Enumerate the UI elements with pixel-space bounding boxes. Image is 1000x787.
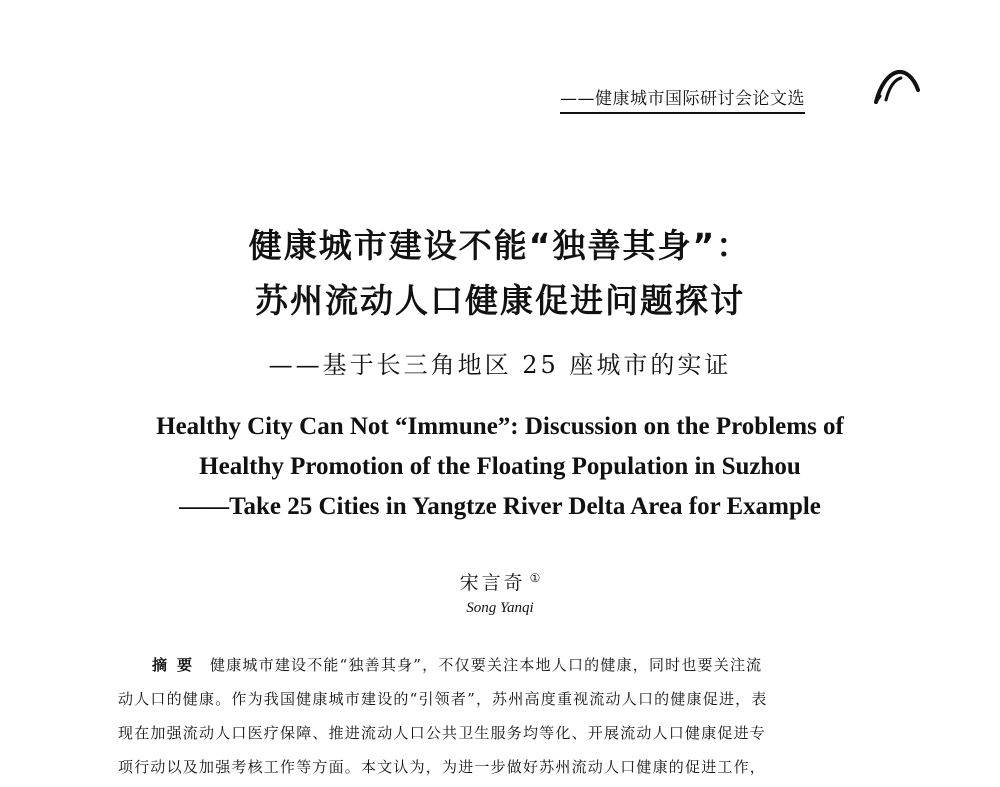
author-chinese-name: [0, 568, 1000, 595]
author-name-zh: 宋言奇: [459, 572, 526, 594]
author-footnote-mark[interactable]: ①: [529, 570, 541, 585]
chinese-title-line-1: 健康城市建设不能“独善其身”：: [248, 226, 752, 265]
abstract-text-1: 健康城市建设不能“独善其身”，不仅要关注本地人口的健康，同时也要关注流: [210, 656, 763, 674]
abstract-label: 摘要: [152, 656, 203, 674]
author-english-name: Song Yanqi: [466, 600, 534, 616]
abstract-line-4: 项行动以及加强考核工作等方面。本文认为，为进一步做好苏州流动人口健康的促进工作，: [118, 758, 767, 776]
chinese-subtitle: ——基于长三角地区 25 座城市的实证: [268, 351, 732, 379]
running-header: ——健康城市国际研讨会论文选: [560, 84, 805, 114]
abstract-line-2: 动人口的健康。作为我国健康城市建设的“引领者”，苏州高度重视流动人口的健康促进，表: [118, 690, 768, 708]
english-title-line-3: ——Take 25 Cities in Yangtze River Delta Area for Example: [179, 493, 821, 520]
abstract-line-1: [152, 654, 888, 675]
publisher-logo-icon: [872, 66, 922, 106]
chinese-title-line-2: 苏州流动人口健康促进问题探讨: [255, 281, 745, 320]
english-title-line-1: Healthy City Can Not “Immune”: Discussion on the Problems of: [156, 413, 844, 440]
english-title-line-2: Healthy Promotion of the Floating Population in Suzhou: [199, 453, 801, 480]
abstract-line-3: 现在加强流动人口医疗保障、推进流动人口公共卫生服务均等化、开展流动人口健康促进专: [118, 724, 767, 742]
